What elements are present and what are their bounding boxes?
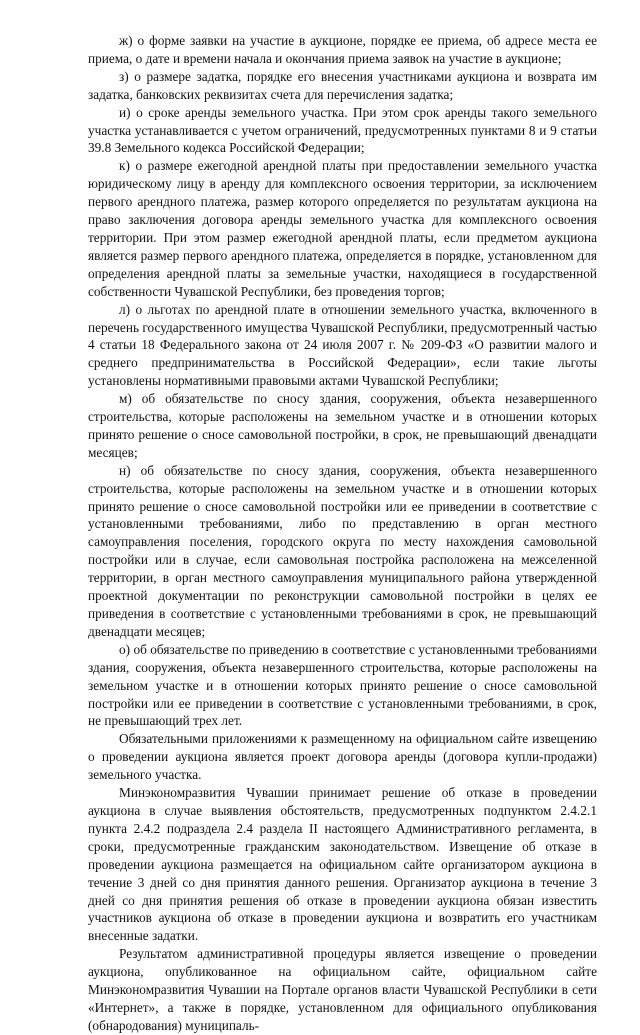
paragraph-n: н) об обязательстве по сносу здания, сооружения, объекта незавершенного строительства, которые расположены на земельном участке и в отношении которых принято решение о сносе самовольной постройки или ее приведении в соответствие с установленными требованиями, либо по представлению в орган местного самоуправления поселения, городского округа по месту нахождения самовольной постройки или в случае, если самовольная постройка расположена на межселенной территории, в орган местного самоуправления муниципального района утвержденной проектной документации по реконструкции самовольной постройки в целях ее приведения в соответствие с установленными требованиями в срок, не превышающий двенадцати месяцев; [88, 462, 597, 639]
paragraph-z: з) о размере задатка, порядке его внесения участниками аукциона и возврата им задатка, банковских реквизитах счета для перечисления задатка; [88, 68, 597, 102]
paragraph-m: м) об обязательстве по сносу здания, сооружения, объекта незавершенного строительства, которые расположены на земельном участке и в отношении которых принято решение о сносе самовольной постройки, в срок, не превышающий двенадцати месяцев; [88, 391, 597, 460]
paragraph-k: к) о размере ежегодной арендной платы при предоставлении земельного участка юридическому лицу в аренду для комплексного освоения территории, за исключением первого арендного платежа, размер которого определяется по результатам аукциона на право заключения договора аренды земельного участка для комплексного освоения территории. При этом размер ежегодной арендной платы, если предметом аукциона является размер первого арендного платежа, определяется в порядке, установленном для определения арендной платы за земельные участки, находящиеся в государственной собственности Чувашской Республики, без проведения торгов; [88, 158, 597, 299]
paragraph-l: л) о льготах по арендной плате в отношении земельного участка, включенного в перечень государственного имущества Чувашской Республики, предусмотренный частью 4 статьи 18 Федерального закона от 24 июля 2007 г. № 209-ФЗ «О развитии малого и среднего предпринимательства в Российской Федерации», если такие льготы установлены нормативными правовыми актами Чувашской Республики; [88, 301, 597, 389]
document-body [88, 32, 597, 1035]
paragraph-o: о) об обязательстве по приведению в соответствие с установленными требованиями здания, сооружения, объекта незавершенного строительства, которые расположены на земельном участке и в отношении которых принято решение о сносе самовольной постройки или ее приведении в соответствие с установленными требованиями, в срок, не превышающий трех лет. [88, 641, 597, 729]
paragraph-refusal: Минэкономразвития Чувашии принимает решение об отказе в проведении аукциона в случае выявления обстоятельств, предусмотренных подпунктом 2.4.2.1 пункта 2.4.2 подраздела 2.4 раздела II настоящего Административного регламента, в сроки, предусмотренные гражданским законодательством. Извещение об отказе в проведении аукциона размещается на официальном сайте организатором аукциона в течение 3 дней со дня принятия данного решения. Организатор аукциона в течение 3 дней со дня принятия решения об отказе в проведении аукциона обязан известить участников аукциона об отказе в проведении аукциона и возвратить его участникам внесенные задатки. [88, 785, 597, 944]
paragraph-attachments: Обязательными приложениями к размещенному на официальном сайте извещению о проведении аукциона является проект договора аренды (договора купли-продажи) земельного участка. [88, 731, 597, 783]
paragraph-result: Результатом административной процедуры является извещение о проведении аукциона, опубликованное на официальном сайте, официальном сайте Минэкономразвития Чувашии на Портале органов власти Чувашской Республики в сети «Интернет», а также в порядке, установленном для официального опубликования (обнародования) муниципаль- [88, 946, 597, 1033]
paragraph-i: и) о сроке аренды земельного участка. При этом срок аренды такого земельного участка устанавливается с учетом ограничений, предусмотренных пунктами 8 и 9 статьи 39.8 Земельного кодекса Российской Федерации; [88, 104, 597, 156]
paragraph-zh: ж) о форме заявки на участие в аукционе, порядке ее приема, об адресе места ее приема, о дате и времени начала и окончания приема заявок на участие в аукционе; [88, 33, 597, 66]
